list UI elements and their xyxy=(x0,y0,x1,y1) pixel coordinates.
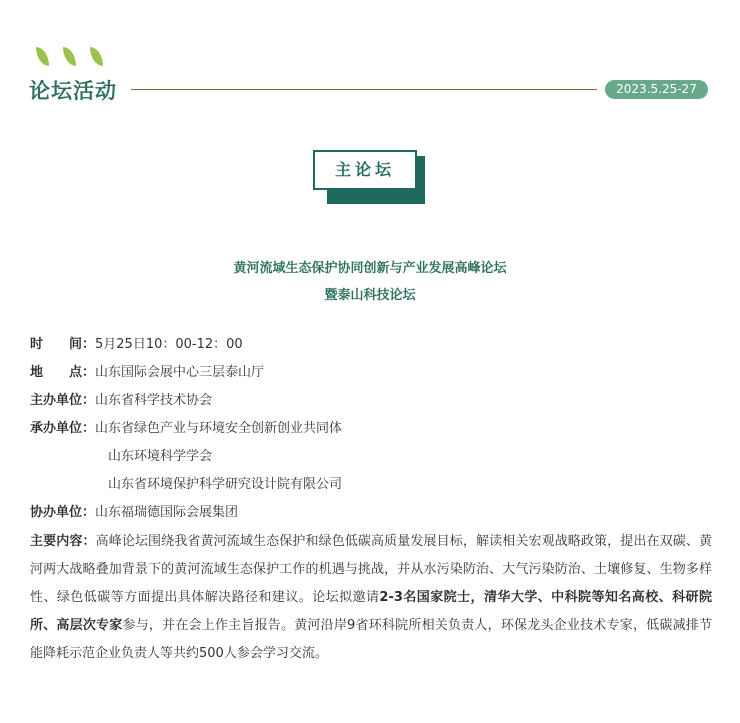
content-text: 参与，并在会上作主旨报告。黄河沿岸9省环科院所相关负责人，环保龙头企业技术专家，低碳减排节能降耗示范企业负责人等共约500人参会学习交流。 xyxy=(30,618,712,661)
card-tab-block xyxy=(327,188,337,204)
place-label: 地 点： xyxy=(30,365,96,380)
leaf-icon xyxy=(90,47,103,66)
organizer-label: 承办单位： xyxy=(30,421,96,436)
co-organizer-label: 协办单位： xyxy=(30,505,96,520)
forum-title-line2: 暨泰山科技论坛 xyxy=(324,288,416,303)
header-divider xyxy=(131,89,597,90)
time-row xyxy=(30,335,243,355)
host-value: 山东省科学技术协会 xyxy=(95,393,213,408)
main-forum-card xyxy=(313,150,425,204)
forum-title-line1: 黄河流域生态保护协同创新与产业发展高峰论坛 xyxy=(233,261,507,276)
organizer-row xyxy=(30,419,342,439)
organizer-row xyxy=(108,475,342,495)
organizer-value: 山东环境科学学会 xyxy=(108,449,213,464)
organizer-row xyxy=(108,447,212,467)
co-organizer-value: 山东福瑞德国际会展集团 xyxy=(95,505,239,520)
place-row xyxy=(30,363,264,383)
content-highlight: 2-3名国家院士，清华大学、中科院等知名高校、科研院所、高层次专家 xyxy=(30,590,712,633)
main-content-paragraph xyxy=(30,528,712,668)
organizer-value: 山东省绿色产业与环境安全创新创业共同体 xyxy=(95,421,343,436)
organizer-value: 山东省环境保护科学研究设计院有限公司 xyxy=(108,477,343,492)
co-organizer-row xyxy=(30,503,238,523)
leaf-icon xyxy=(63,47,76,66)
content-text: 高峰论坛围绕我省黄河流域生态保护和绿色低碳高质量发展目标，解读相关宏观战略政策，提出在双碳、黄河两大战略叠加背景下的黄河流域生态保护工作的机遇与挑战，并从水污染防治、大气污染防治、土壤修复、生物多样性、绿色低碳等方面提出具体解决路径和建议。论坛拟邀请 xyxy=(30,534,712,605)
host-row xyxy=(30,391,212,411)
section-title: 论坛活动 xyxy=(29,79,117,103)
content-label: 主要内容： xyxy=(30,534,96,549)
host-label: 主办单位： xyxy=(30,393,96,408)
time-label: 时 间： xyxy=(30,337,96,352)
date-badge: 2023.5.25-27 xyxy=(605,80,708,99)
time-value: 5月25日10：00-12：00 xyxy=(95,337,243,352)
main-forum-label: 主论坛 xyxy=(313,150,417,190)
leaf-icon xyxy=(36,47,49,66)
place-value: 山东国际会展中心三层泰山厅 xyxy=(95,365,265,380)
